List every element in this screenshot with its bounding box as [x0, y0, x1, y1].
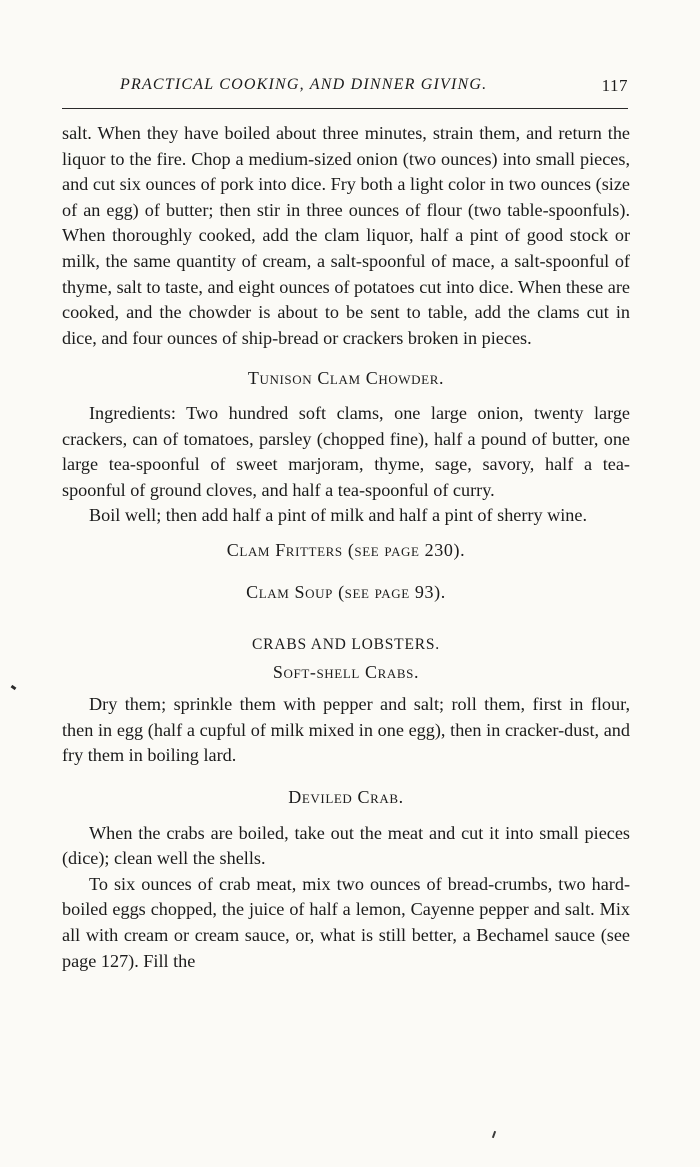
running-header: [62, 76, 628, 100]
clam-fritters-reference: Clam Fritters (see page 230).: [226, 539, 466, 560]
chowder-continuation-paragraph: salt. When they have boiled about three minutes, strain them, and return the liquor to the fire. Chop a medium-sized onion (two ounces) into small pieces, and cut six ounces of pork into dice. Fry both a light color in two ounces (size of an egg) of butter; then stir in three ounces of flour (two table-spoonfuls). When thoroughly cooked, add the clam liquor, half a pint of good stock or milk, the same quantity of cream, a salt-spoonful of mace, a salt-spoonful of thyme, salt to taste, and eight ounces of potatoes cut into dice. When these are cooked, and the chowder is about to be sent to table, add the clams cut in dice, and four ounces of ship-bread or crackers broken in pieces.: [62, 123, 630, 348]
deviled-crab-paragraph-1: When the crabs are boiled, take out the meat and cut it into small pieces (dice); clean well the shells.: [62, 822, 630, 869]
page-number: 117: [601, 76, 628, 95]
tunison-ingredients-paragraph: Ingredients: Two hundred soft clams, one large onion, twenty large crackers, can of tomatoes, parsley (chopped fine), half a pound of butter, one large tea-spoonful of sweet marjoram, thyme, sage, savory, half a tea-spoonful of ground cloves, and half a tea-spoonful of curry.: [62, 402, 630, 500]
crabs-and-lobsters-section-heading: CRABS AND LOBSTERS.: [252, 636, 440, 654]
deviled-crab-paragraph-2: To six ounces of crab meat, mix two ounces of bread-crumbs, two hard-boiled eggs chopped, the juice of half a lemon, Cayenne pepper and salt. Mix all with cream or cream sauce, or, what is still better, a Bechamel sauce (see page 127). Fill the: [62, 873, 630, 971]
page-body: [62, 121, 630, 974]
clam-soup-reference: Clam Soup (see page 93).: [246, 581, 446, 602]
deviled-crab-heading: Deviled Crab.: [288, 787, 404, 808]
header-rule: [62, 108, 628, 109]
tunison-method-paragraph: Boil well; then add half a pint of milk and half a pint of sherry wine.: [89, 505, 588, 526]
margin-ink-mark: [11, 685, 17, 690]
soft-shell-crabs-paragraph: Dry them; sprinkle them with pepper and salt; roll them, first in flour, then in egg (half a cupful of milk mixed in one egg), then in cracker-dust, and fry them in boiling lard.: [62, 694, 630, 766]
bottom-ink-mark: [492, 1131, 496, 1138]
tunison-clam-chowder-heading: Tunison Clam Chowder.: [247, 368, 445, 389]
soft-shell-crabs-heading: Soft-shell Crabs.: [272, 661, 420, 682]
running-title: PRACTICAL COOKING, AND DINNER GIVING.: [120, 76, 488, 93]
